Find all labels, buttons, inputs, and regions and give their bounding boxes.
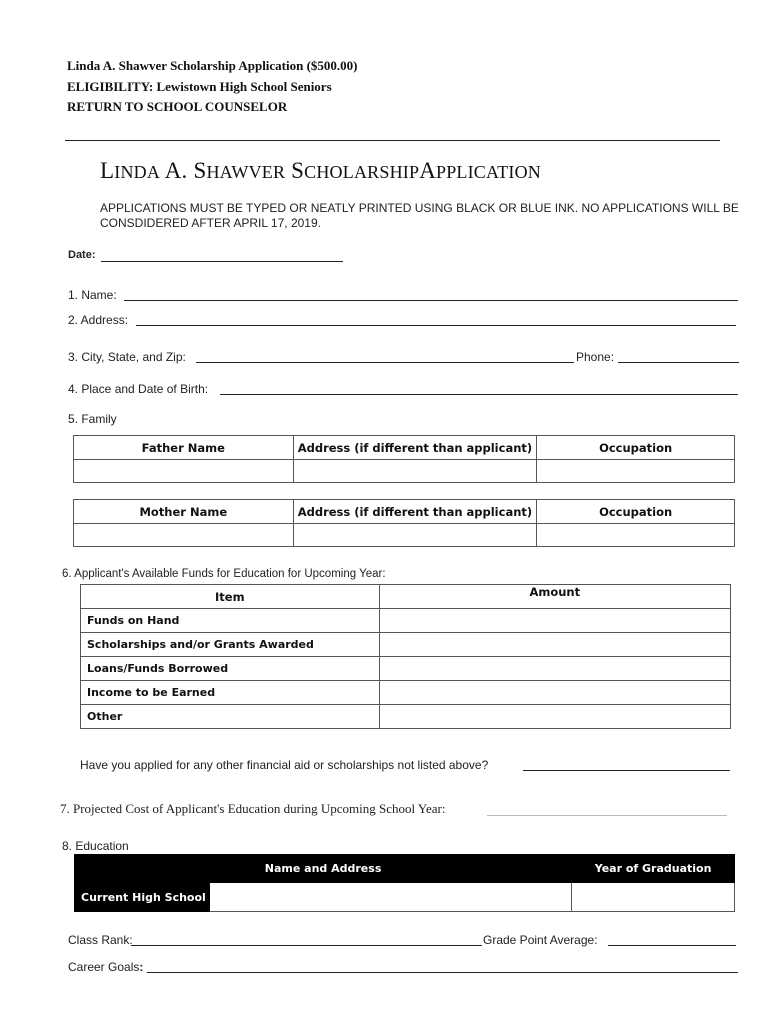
projected-cost-label: 7. Projected Cost of Applicant's Education during Upcoming School Year: (60, 801, 446, 816)
page-title: LINDA A. SHAWVER SCHOLARSHIPAPPLICATION (100, 158, 542, 183)
birth-field[interactable] (220, 394, 738, 395)
scholarships-amount[interactable] (379, 633, 730, 657)
high-school-graduation-year-cell[interactable] (572, 883, 735, 912)
class-rank-field[interactable] (131, 945, 482, 946)
funds-amount-header: Amount (379, 585, 730, 609)
education-name-address-header: Name and Address (75, 855, 572, 883)
other-amount[interactable] (379, 705, 730, 729)
birth-label: 4. Place and Date of Birth: (68, 382, 209, 396)
education-table (74, 854, 735, 912)
funds-item-header: Item (81, 585, 380, 609)
career-goals-field[interactable] (147, 972, 738, 973)
gpa-label: Grade Point Average: (483, 933, 598, 947)
father-name-header: Father Name (74, 436, 294, 460)
funds-row-label: Income to be Earned (81, 681, 380, 705)
address-field[interactable] (136, 325, 736, 326)
father-address-header: Address (if different than applicant) (293, 436, 537, 460)
funds-table (80, 584, 731, 729)
city-state-zip-field[interactable] (196, 362, 574, 363)
other-aid-field[interactable] (523, 770, 730, 771)
father-table (73, 435, 735, 483)
date-field[interactable] (101, 261, 343, 262)
education-year-header: Year of Graduation (572, 855, 735, 883)
mother-table (73, 499, 735, 547)
date-label: Date: (68, 249, 96, 261)
projected-cost-field[interactable] (487, 815, 727, 816)
loans-amount[interactable] (379, 657, 730, 681)
funds-row-label: Loans/Funds Borrowed (81, 657, 380, 681)
header-divider (65, 140, 720, 141)
mother-occupation-cell[interactable] (537, 524, 735, 547)
father-occupation-header: Occupation (537, 436, 735, 460)
father-name-cell[interactable] (74, 460, 294, 483)
father-address-cell[interactable] (293, 460, 537, 483)
career-goals-label: Career Goals: (68, 960, 144, 974)
name-field[interactable] (124, 300, 738, 301)
income-amount[interactable] (379, 681, 730, 705)
funds-on-hand-amount[interactable] (379, 609, 730, 633)
funds-row-label: Scholarships and/or Grants Awarded (81, 633, 380, 657)
address-label: 2. Address: (68, 313, 129, 327)
mother-occupation-header: Occupation (537, 500, 735, 524)
mother-address-cell[interactable] (293, 524, 537, 547)
mother-name-cell[interactable] (74, 524, 294, 547)
header-eligibility-line: ELIGIBILITY: Lewistown High School Seniors (67, 79, 332, 94)
funds-row-label: Funds on Hand (81, 609, 380, 633)
high-school-name-address-cell[interactable] (209, 883, 571, 912)
phone-label: Phone: (576, 350, 615, 364)
mother-name-header: Mother Name (74, 500, 294, 524)
funds-label: 6. Applicant's Available Funds for Education for Upcoming Year: (62, 568, 386, 580)
class-rank-label: Class Rank: (68, 933, 133, 947)
funds-row-label: Other (81, 705, 380, 729)
header-scholarship-line: Linda A. Shawver Scholarship Application ($500.00) (67, 58, 358, 73)
gpa-field[interactable] (608, 945, 736, 946)
father-occupation-cell[interactable] (537, 460, 735, 483)
name-label: 1. Name: (68, 288, 117, 302)
family-label: 5. Family (68, 412, 117, 426)
phone-field[interactable] (618, 362, 739, 363)
city-state-zip-label: 3. City, State, and Zip: (68, 350, 186, 364)
current-high-school-label: Current High School (75, 883, 210, 912)
header-return-line: RETURN TO SCHOOL COUNSELOR (67, 99, 288, 114)
other-aid-question: Have you applied for any other financial aid or scholarships not listed above? (80, 758, 489, 772)
instructions-notice: APPLICATIONS MUST BE TYPED OR NEATLY PRINTED USING BLACK OR BLUE INK. NO APPLICATIONS WILL BE CONSDIDERED AFTER APRIL 17, 2019. (100, 201, 739, 230)
education-label: 8. Education (62, 839, 129, 853)
mother-address-header: Address (if different than applicant) (293, 500, 537, 524)
